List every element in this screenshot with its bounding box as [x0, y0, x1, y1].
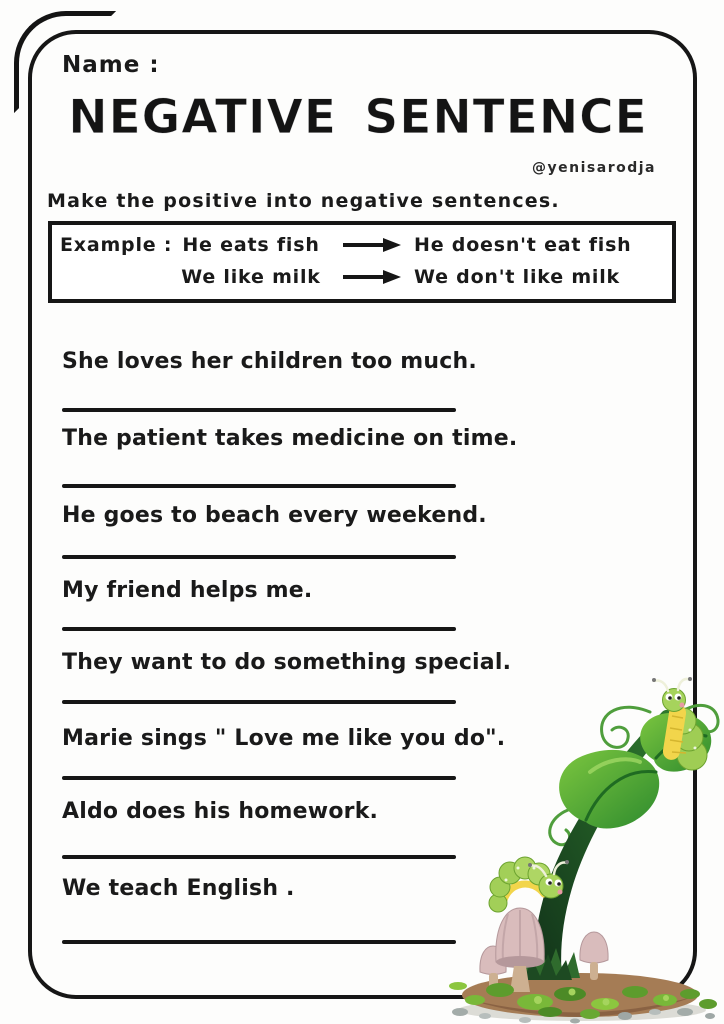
- answer-line[interactable]: [62, 855, 456, 859]
- answer-line[interactable]: [62, 555, 456, 559]
- arrow-right-icon: [330, 238, 414, 252]
- answer-line[interactable]: [62, 776, 456, 780]
- exercise-sentence: Aldo does his homework.: [62, 799, 379, 824]
- exercise-sentence: We teach English .: [62, 876, 295, 901]
- example-positive-sentence: He eats fish: [182, 234, 320, 256]
- exercise-sentence: She loves her children too much.: [62, 349, 477, 374]
- exercise-sentence: The patient takes medicine on time.: [62, 426, 518, 451]
- exercise-sentence: My friend helps me.: [62, 578, 313, 603]
- arrow-right-icon: [330, 270, 414, 284]
- answer-line[interactable]: [62, 408, 456, 412]
- worksheet-title: NEGATIVE SENTENCE: [68, 90, 648, 145]
- exercise-sentence: Marie sings " Love me like you do".: [62, 726, 506, 751]
- name-field-label: Name :: [62, 52, 160, 78]
- answer-line[interactable]: [62, 627, 456, 631]
- answer-line[interactable]: [62, 940, 456, 944]
- example-negative-sentence: He doesn't eat fish: [414, 234, 632, 256]
- exercise-sentence: They want to do something special.: [62, 650, 512, 675]
- exercise-sentence: He goes to beach every weekend.: [62, 503, 487, 528]
- example-label: Example :: [60, 234, 173, 256]
- example-positive-sentence: We like milk: [181, 266, 321, 288]
- author-credit: @yenisarodja: [532, 160, 656, 176]
- answer-line[interactable]: [62, 700, 456, 704]
- example-box: [48, 221, 676, 303]
- example-row: [60, 229, 664, 261]
- caterpillar-plant-illustration: [440, 660, 724, 1024]
- instruction-text: Make the positive into negative sentences.: [47, 190, 560, 212]
- answer-line[interactable]: [62, 484, 456, 488]
- example-row: [60, 261, 664, 293]
- example-negative-sentence: We don't like milk: [414, 266, 620, 288]
